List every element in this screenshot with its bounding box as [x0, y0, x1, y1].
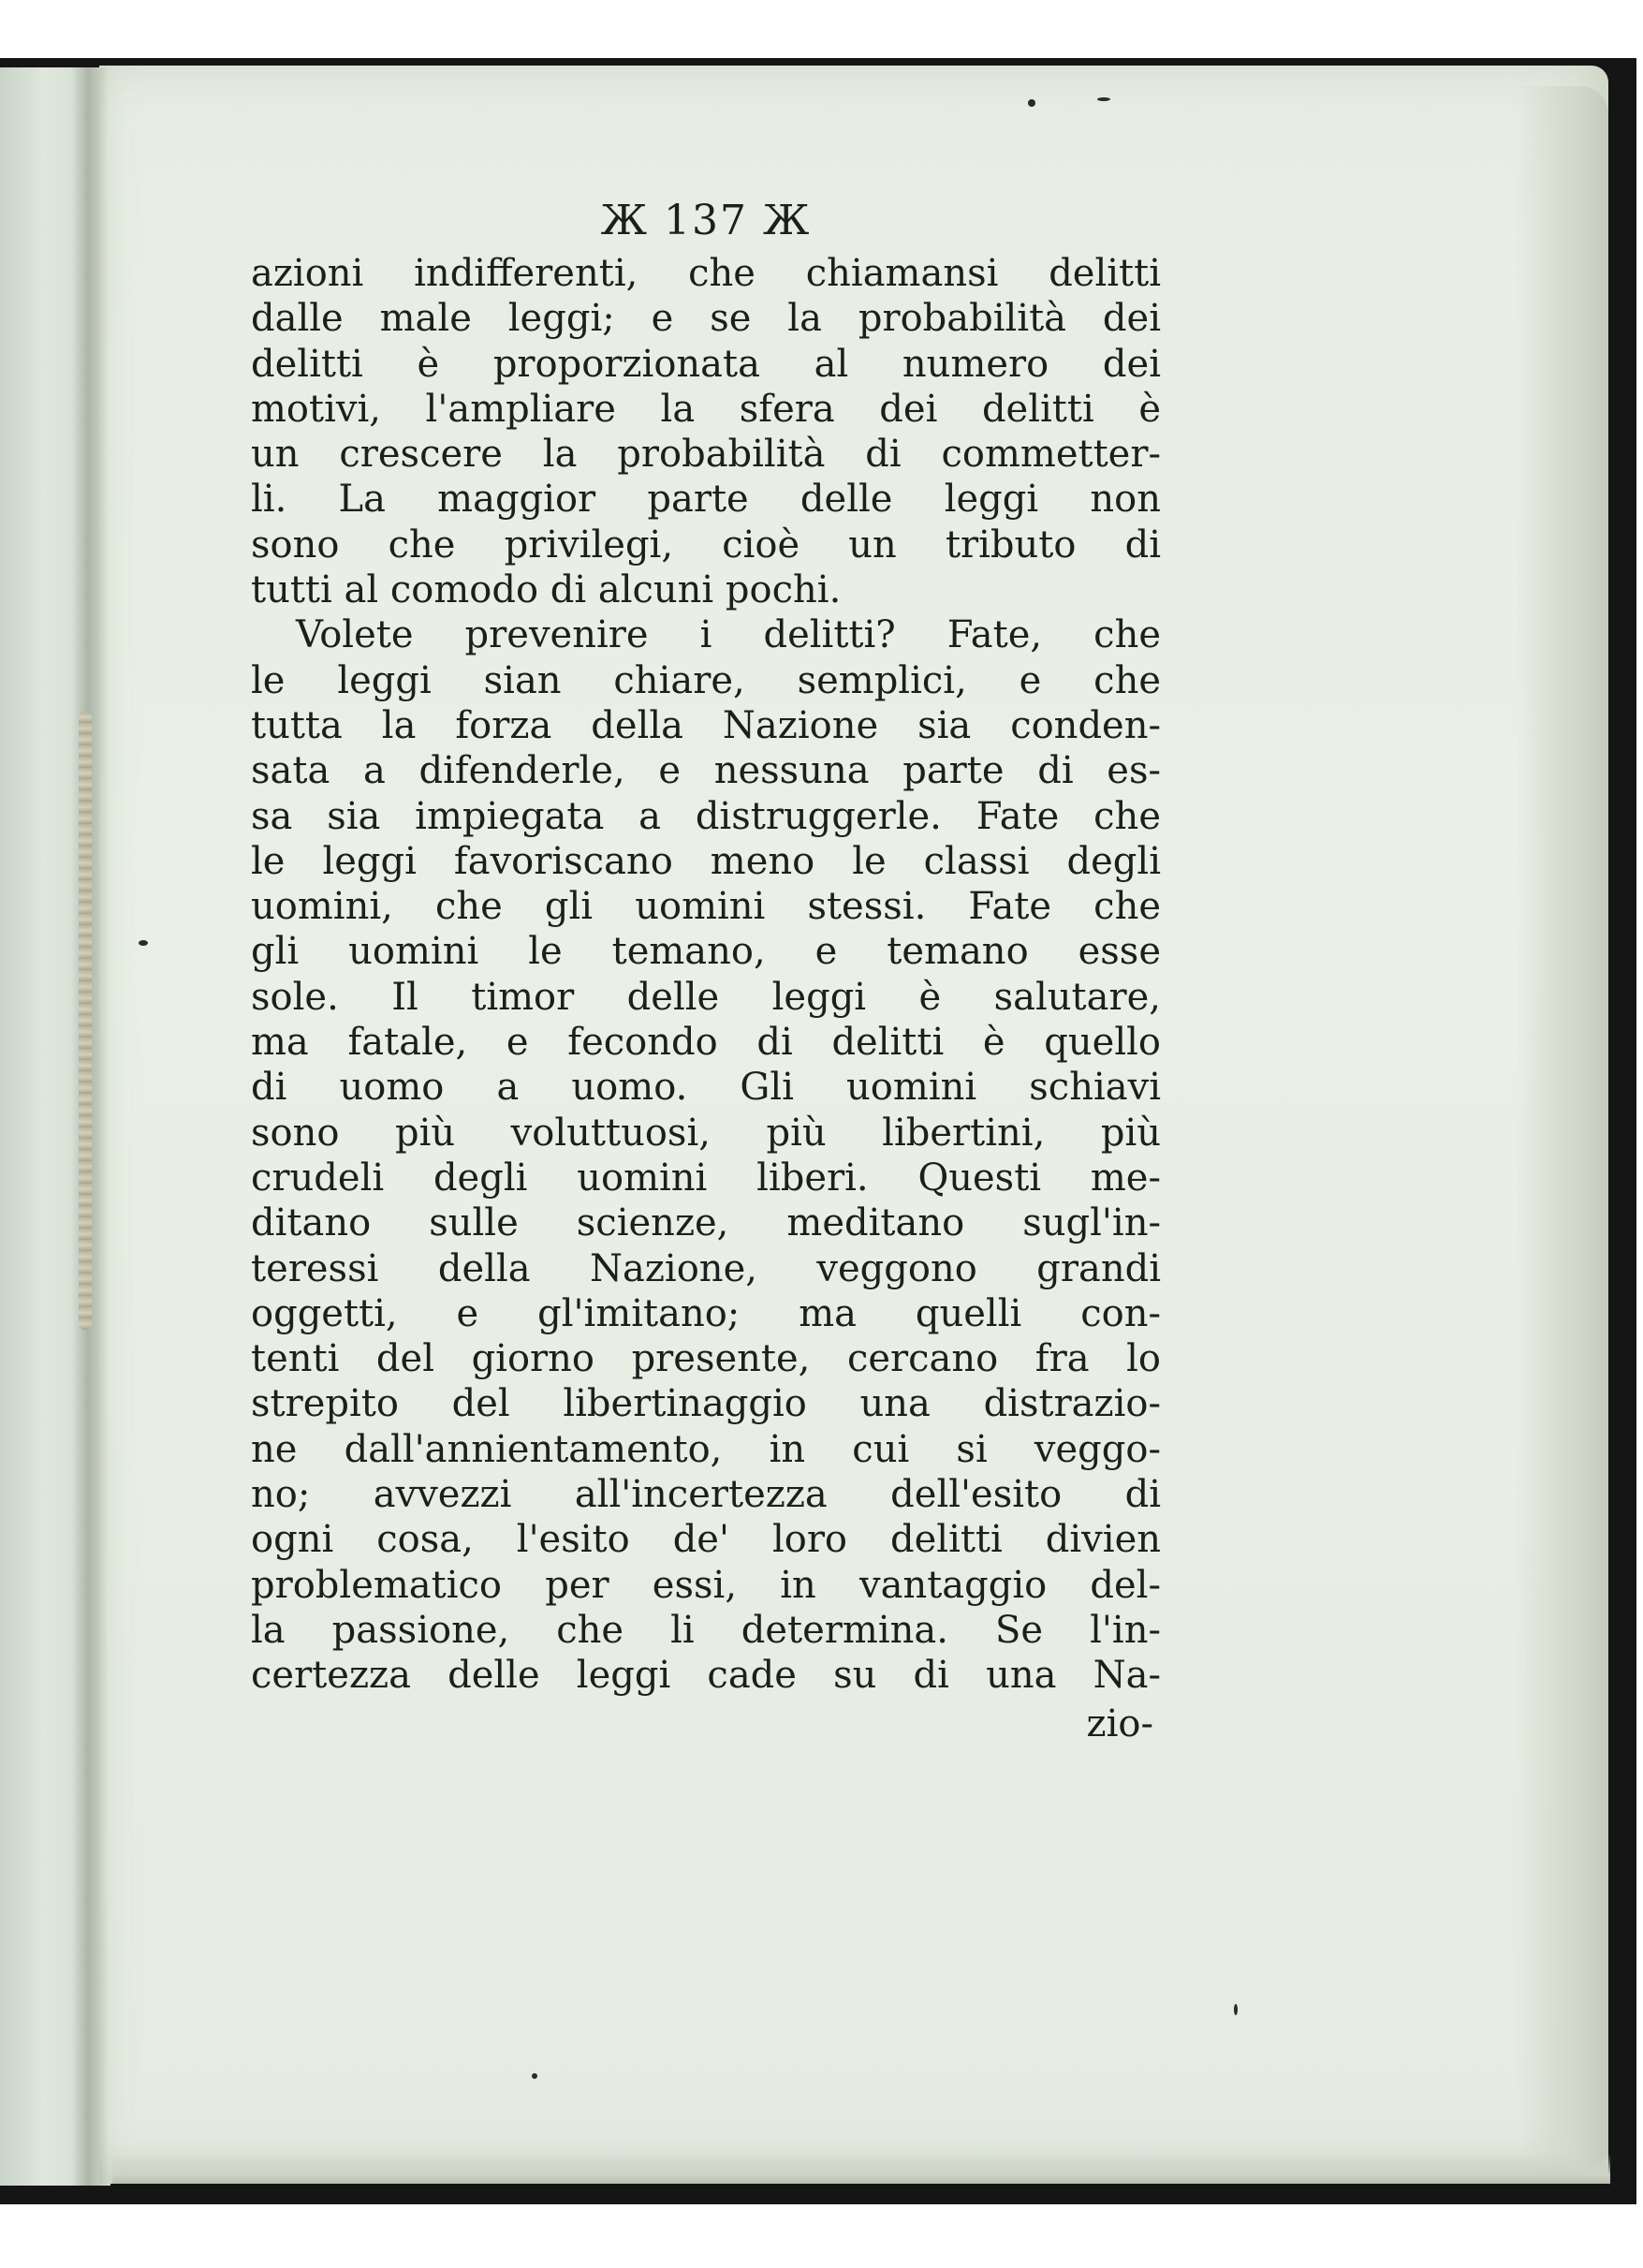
text-line: la passione, che li determina. Se l'in- — [251, 1608, 1161, 1652]
text-line: sono che privilegi, cioè un tributo di — [251, 523, 1161, 567]
page-right-edge — [1517, 86, 1608, 2170]
text-line: tutta la forza della Nazione sia conden- — [251, 703, 1161, 747]
text-line: sata a difenderle, e nessuna parte di es- — [251, 749, 1161, 793]
page-text — [251, 195, 1161, 1747]
text-line: le leggi favoriscano meno le classi degli — [251, 839, 1161, 883]
text-line: crudeli degli uomini liberi. Questi me- — [251, 1156, 1161, 1200]
text-line: ne dall'annientamento, in cui si veggo- — [251, 1427, 1161, 1471]
text-line: oggetti, e gl'imitano; ma quelli con- — [251, 1291, 1161, 1335]
text-line: motivi, l'ampliare la sfera dei delitti è — [251, 387, 1161, 431]
text-line: uomini, che gli uomini stessi. Fate che — [251, 885, 1161, 929]
text-line: dalle male leggi; e se la probabilità dei — [251, 297, 1161, 341]
text-line: problematico per essi, in vantaggio del- — [251, 1563, 1161, 1607]
binding-thread — [79, 712, 92, 1330]
text-line: di uomo a uomo. Gli uomini schiavi — [251, 1066, 1161, 1110]
text-line: delitti è proporzionata al numero dei — [251, 342, 1161, 386]
text-line: tenti del giorno presente, cercano fra lo — [251, 1337, 1161, 1381]
text-line: sono più voluttuosi, più libertini, più — [251, 1111, 1161, 1155]
paper-speck — [139, 940, 148, 946]
text-line: sa sia impiegata a distruggerle. Fate che — [251, 794, 1161, 838]
text-line: un crescere la probabilità di commetter- — [251, 433, 1161, 477]
text-line: no; avvezzi all'incertezza dell'esito di — [251, 1473, 1161, 1517]
text-line: tutti al comodo di alcuni pochi. — [251, 568, 842, 612]
paper-speck — [532, 2073, 537, 2079]
text-line: li. La maggior parte delle leggi non — [251, 478, 1161, 522]
paper-speck — [1097, 97, 1110, 101]
text-line: sole. Il timor delle leggi è salutare, — [251, 975, 1161, 1019]
page-bottom-edge — [112, 2154, 1610, 2184]
text-lines — [251, 251, 1161, 1699]
text-line: ogni cosa, l'esito de' loro delitti divien — [251, 1518, 1161, 1562]
text-line: Volete prevenire i delitti? Fate, che — [296, 613, 1161, 657]
text-line: ma fatale, e fecondo di delitti è quello — [251, 1021, 1161, 1065]
paper-speck — [1234, 2004, 1238, 2015]
text-line: strepito del libertinaggio una distrazio- — [251, 1382, 1161, 1426]
text-line: teressi della Nazione, veggono grandi — [251, 1246, 1161, 1290]
text-line: certezza delle leggi cade su di una Na- — [251, 1654, 1161, 1698]
text-line: le leggi sian chiare, semplici, e che — [251, 658, 1161, 702]
catchword: zio- — [1086, 1701, 1153, 1745]
text-line: ditano sulle scienze, meditano sugl'in- — [251, 1201, 1161, 1245]
running-head-page-number: Ж 137 Ж — [600, 197, 812, 244]
text-line: gli uomini le temano, e temano esse — [251, 930, 1161, 974]
paper-speck — [1028, 99, 1035, 107]
text-line: azioni indifferenti, che chiamansi delitti — [251, 252, 1161, 295]
